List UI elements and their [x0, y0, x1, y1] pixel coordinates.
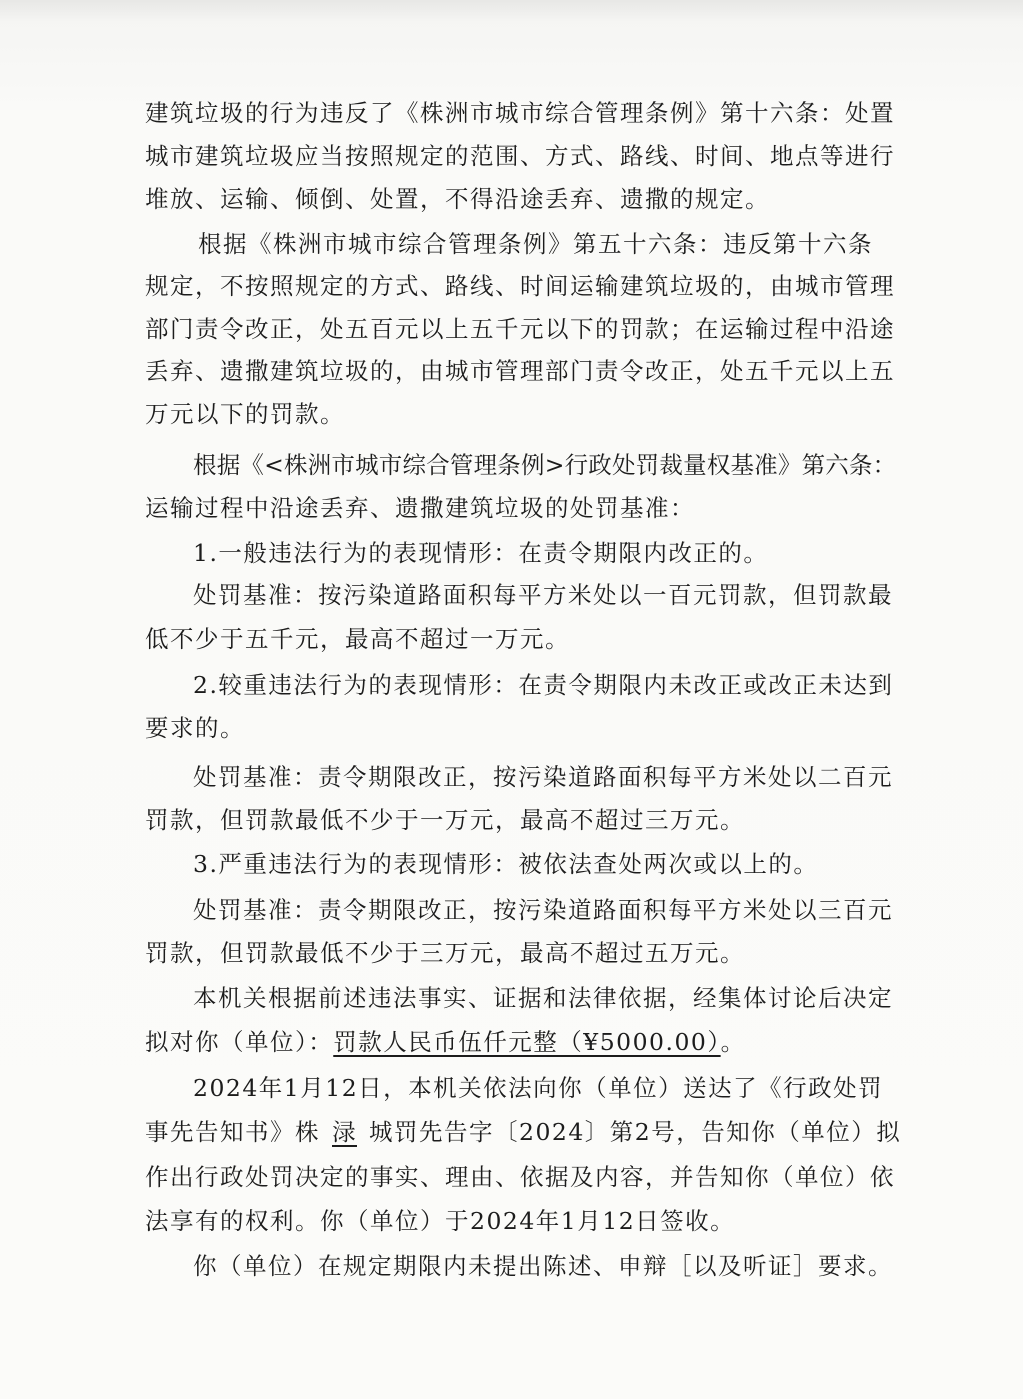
text-line: 丢弃、遗撒建筑垃圾的，由城市管理部门责令改正，处五千元以上五 [145, 357, 895, 385]
notice-line: 2024年1月12日，本机关依法向你（单位）送达了《行政处罚 [193, 1074, 884, 1102]
text-line: 城市建筑垃圾应当按照规定的范围、方式、路线、时间、地点等进行 [145, 142, 895, 170]
notice-line: 作出行政处罚决定的事实、理由、依据及内容，并告知你（单位）依 [145, 1163, 895, 1191]
text-line: 罚款，但罚款最低不少于一万元，最高不超过三万元。 [145, 806, 745, 834]
notice-code: 渌 [332, 1118, 357, 1146]
notice-prefix: 事先告知书》株 [145, 1118, 320, 1146]
notice-suffix: 城罚先告字〔2024〕第2号，告知你（单位）拟 [369, 1118, 902, 1146]
text-line: 2.较重违法行为的表现情形：在责令期限内未改正或改正未达到 [193, 671, 894, 699]
decision-suffix: 。 [720, 1028, 746, 1056]
text-line: 1.一般违法行为的表现情形：在责令期限内改正的。 [193, 539, 769, 567]
text-line: 根据《株洲市城市综合管理条例》第五十六条：违反第十六条 [198, 230, 873, 258]
text-line: 要求的。 [145, 714, 245, 742]
text-line: 根据《<株洲市城市综合管理条例>行政处罚裁量权基准》第六条： [193, 451, 897, 479]
decision-prefix: 拟对你（单位）： [145, 1028, 334, 1056]
text-line: 处罚基准：按污染道路面积每平方米处以一百元罚款，但罚款最 [193, 581, 893, 609]
text-line: 3.严重违法行为的表现情形：被依法查处两次或以上的。 [193, 850, 819, 878]
text-line: 本机关根据前述违法事实、证据和法律依据，经集体讨论后决定 [193, 984, 893, 1012]
text-line: 运输过程中沿途丢弃、遗撒建筑垃圾的处罚基准： [145, 494, 695, 522]
text-line: 罚款，但罚款最低不少于三万元，最高不超过五万元。 [145, 939, 745, 967]
text-line: 建筑垃圾的行为违反了《株洲市城市综合管理条例》第十六条：处置 [145, 99, 895, 127]
text-line: 处罚基准：责令期限改正，按污染道路面积每平方米处以二百元 [193, 763, 893, 791]
text-line: 万元以下的罚款。 [145, 400, 345, 428]
notice-line [145, 1117, 901, 1147]
text-line: 堆放、运输、倾倒、处置，不得沿途丢弃、遗撒的规定。 [145, 185, 770, 213]
text-line: 处罚基准：责令期限改正，按污染道路面积每平方米处以三百元 [193, 896, 893, 924]
text-line: 规定，不按照规定的方式、路线、时间运输建筑垃圾的，由城市管理 [145, 272, 895, 300]
scan-shadow [0, 0, 1023, 22]
penalty-amount: 罚款人民币伍仟元整（¥5000.00） [333, 1028, 721, 1056]
decision-line [145, 1027, 746, 1057]
notice-line: 法享有的权利。你（单位）于2024年1月12日签收。 [145, 1207, 736, 1235]
text-line: 部门责令改正，处五百元以上五千元以下的罚款；在运输过程中沿途 [145, 315, 895, 343]
final-line: 你（单位）在规定期限内未提出陈述、申辩［以及听证］要求。 [193, 1252, 893, 1280]
text-line: 低不少于五千元，最高不超过一万元。 [145, 625, 570, 653]
